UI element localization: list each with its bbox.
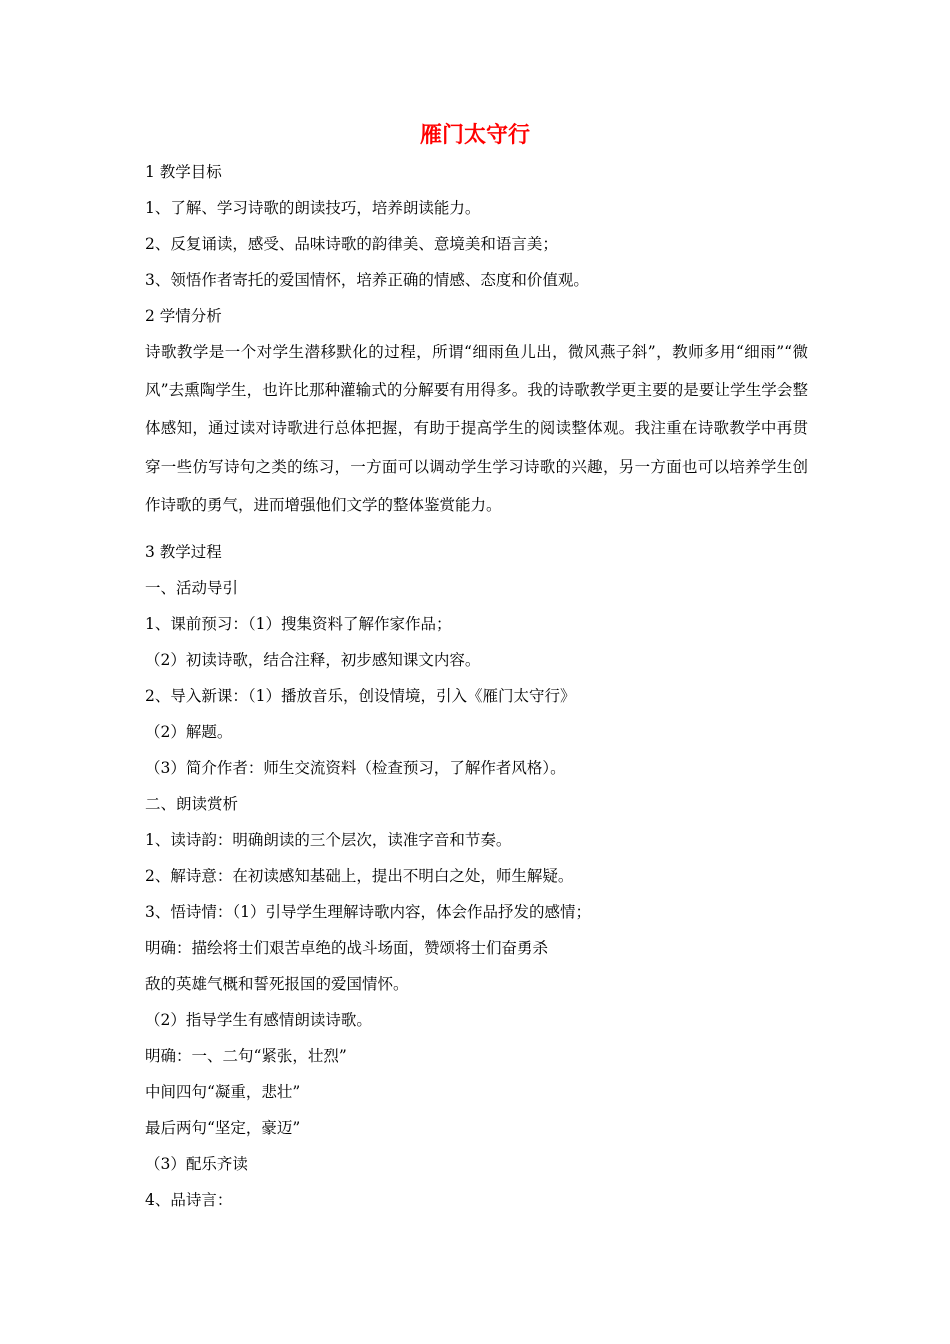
process-line: 2、解诗意：在初读感知基础上，提出不明白之处，师生解疑。 — [145, 867, 574, 885]
process-line: 敌的英雄气概和誓死报国的爱国情怀。 — [145, 975, 409, 993]
process-line: （2）初读诗歌，结合注释，初步感知课文内容。 — [145, 651, 481, 669]
analysis-paragraph: 诗歌教学是一个对学生潜移默化的过程，所谓“细雨鱼儿出，微风燕子斜”，教师多用“细雨”“微风”去熏陶学生，也许比那种灌输式的分解要有用得多。我的诗歌教学更主要的是要让学生学会整体感知，通过读对诗歌进行总体把握，有助于提高学生的阅读整体观。我注重在诗歌教学中再贯穿一些仿写诗句之类的练习，一方面可以调动学生学习诗歌的兴趣，另一方面也可以培养学生创作诗歌的勇气，进而增强他们文学的整体鉴赏能力。 — [145, 343, 808, 514]
process-line: 3、悟诗情：（1）引导学生理解诗歌内容，体会作品抒发的感情； — [145, 903, 591, 921]
process-line: 4、品诗言： — [145, 1191, 233, 1209]
process-line: 1、读诗韵：明确朗读的三个层次，读准字音和节奏。 — [145, 831, 512, 849]
document-title: 雁门太守行 — [419, 123, 530, 148]
section-heading-process: 3 教学过程 — [145, 543, 222, 561]
process-line: 中间四句“凝重，悲壮” — [145, 1083, 301, 1101]
process-line: 明确：一、二句“紧张，壮烈” — [145, 1047, 347, 1065]
process-line: （3）配乐齐读 — [145, 1155, 248, 1173]
process-line: （3）简介作者：师生交流资料（检查预习，了解作者风格）。 — [145, 759, 566, 777]
process-line: 2、导入新课：（1）播放音乐，创设情境，引入《雁门太守行》 — [145, 687, 576, 705]
process-line: （2）解题。 — [145, 723, 233, 741]
objective-item: 3、领悟作者寄托的爱国情怀，培养正确的情感、态度和价值观。 — [145, 271, 589, 289]
objective-item: 2、反复诵读，感受、品味诗歌的韵律美、意境美和语言美； — [145, 235, 558, 253]
process-line: 二、朗读赏析 — [145, 795, 239, 813]
process-line: （2）指导学生有感情朗读诗歌。 — [145, 1011, 372, 1029]
process-line: 1、课前预习：（1）搜集资料了解作家作品； — [145, 615, 452, 633]
section-heading-analysis: 2 学情分析 — [145, 307, 222, 325]
process-line: 明确：描绘将士们艰苦卓绝的战斗场面，赞颂将士们奋勇杀 — [145, 939, 549, 957]
objective-item: 1、了解、学习诗歌的朗读技巧，培养朗读能力。 — [145, 199, 481, 217]
section-heading-objectives: 1 教学目标 — [145, 163, 222, 181]
process-line: 一、活动导引 — [145, 579, 239, 597]
process-line: 最后两句“坚定，豪迈” — [145, 1119, 301, 1137]
